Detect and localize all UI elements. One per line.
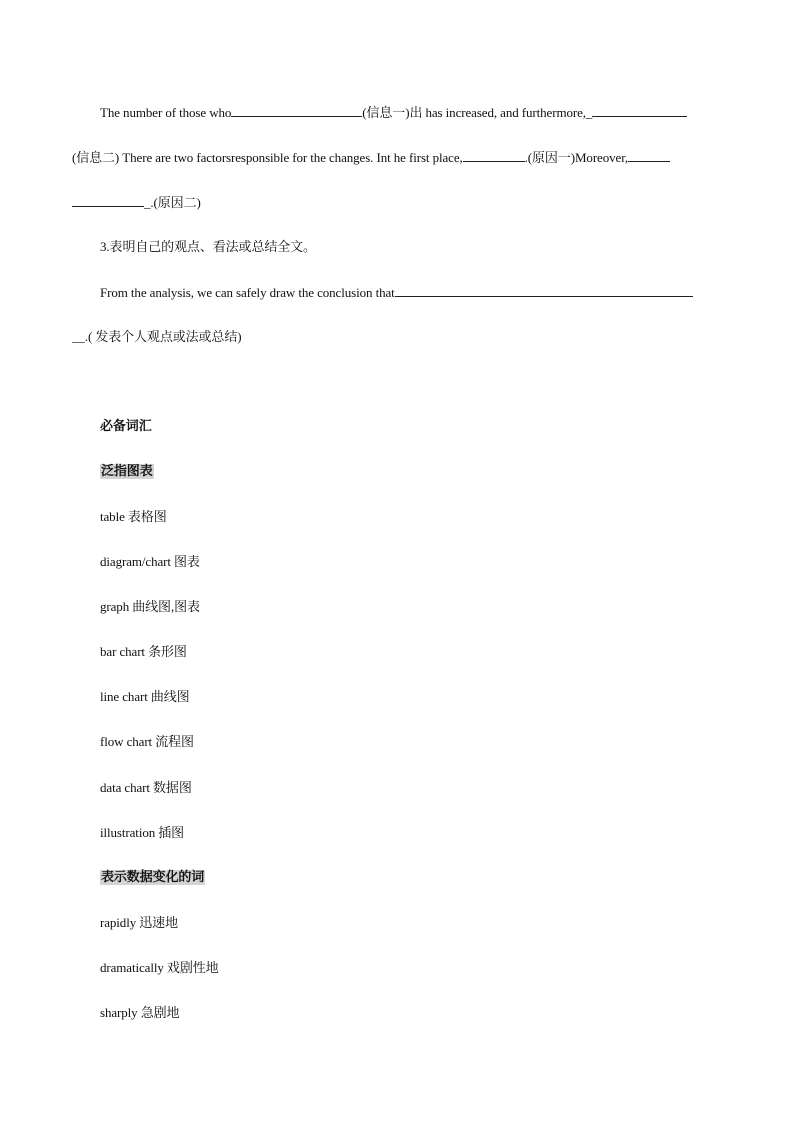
vocab-item — [100, 508, 167, 526]
vocab-item — [100, 598, 200, 616]
template-line-5 — [100, 283, 693, 302]
vocab-item-text: dramatically 戏剧性地 — [100, 960, 219, 975]
vocab-item — [100, 824, 184, 842]
vocab-item-text: diagram/chart 图表 — [100, 554, 200, 569]
template-text: _ — [585, 105, 593, 120]
vocab-item-text: bar chart 条形图 — [100, 644, 187, 659]
vocab-item-text: data chart 数据图 — [100, 780, 192, 795]
vocab-item — [100, 1004, 179, 1022]
template-text: 3.表明自己的观点、看法或总结全文。 — [100, 239, 316, 254]
template-text: (信息一)出 has increased, and furthermore, — [362, 105, 586, 120]
template-text: (信息二) There are two factorsresponsible for the changes. Int he first place, — [72, 150, 463, 165]
vocab-item — [100, 914, 178, 932]
fill-in-blank — [231, 103, 362, 117]
template-line-6 — [72, 328, 241, 346]
vocab-item-text: flow chart 流程图 — [100, 734, 194, 749]
template-line-2 — [72, 148, 670, 167]
vocab-item-text: graph 曲线图,图表 — [100, 599, 200, 614]
fill-in-blank — [463, 148, 525, 162]
section-title — [100, 869, 205, 887]
template-text: _.(原因二) — [144, 195, 201, 210]
vocab-item — [100, 688, 190, 706]
template-line-3 — [72, 193, 201, 212]
vocab-item — [100, 643, 187, 661]
vocab-item-text: table 表格图 — [100, 509, 167, 524]
fill-in-blank — [628, 148, 670, 162]
fill-in-blank — [592, 103, 687, 117]
vocab-item-text: line chart 曲线图 — [100, 689, 190, 704]
template-text: The number of those who — [100, 105, 232, 120]
section-title-text: 泛指图表 — [101, 464, 153, 479]
vocab-item — [100, 959, 219, 977]
template-line-1 — [100, 103, 687, 122]
fill-in-blank — [72, 193, 144, 207]
fill-in-blank — [395, 283, 693, 297]
vocab-item-text: rapidly 迅速地 — [100, 915, 178, 930]
section-title — [100, 463, 154, 481]
vocab-heading — [100, 418, 152, 436]
vocab-item — [100, 779, 192, 797]
vocab-item-text: illustration 插图 — [100, 825, 185, 840]
vocab-item — [100, 553, 200, 571]
template-text: __.( 发表个人观点或法或总结) — [72, 329, 242, 344]
vocab-item-text: sharply 急剧地 — [100, 1005, 180, 1020]
template-step-3 — [100, 238, 316, 256]
vocab-item — [100, 733, 194, 751]
section-title-text: 表示数据变化的词 — [101, 870, 205, 885]
template-text: From the analysis, we can safely draw the conclusion that — [100, 285, 395, 300]
vocab-heading-text: 必备词汇 — [100, 419, 152, 434]
template-text: .(原因一)Moreover, — [524, 150, 629, 165]
